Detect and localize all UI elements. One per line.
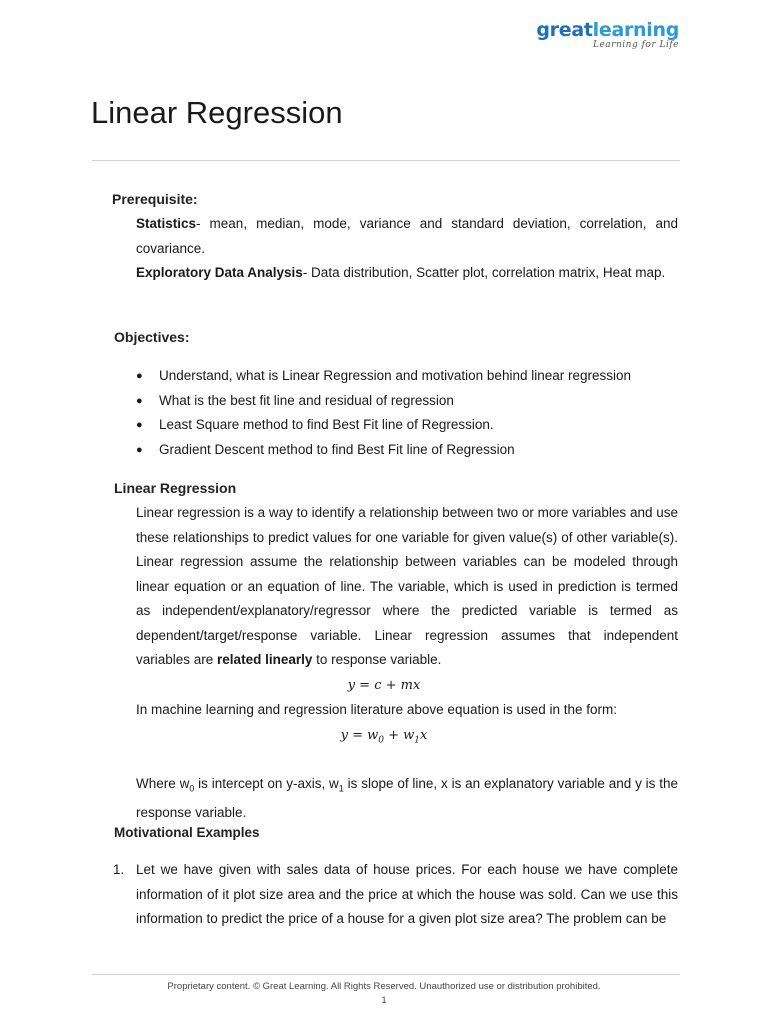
where-paragraph: Where $w_0$ is intercept on y-axis, $w_1$ is slope of line, x is an explanatory variable and y is the response variable.	[136, 776, 678, 821]
objectives-heading: Objectives:	[114, 329, 190, 345]
prerequisite-heading: Prerequisite:	[112, 191, 198, 207]
logo-learning-text: learning	[592, 19, 679, 41]
list-item: ● What is the best fit line and residual of regression	[136, 389, 631, 414]
statistics-label: Statistics	[136, 216, 197, 231]
related-linearly-text: related linearly	[217, 652, 313, 667]
equation-weights: $y = w_0 + w_1x$	[340, 728, 428, 746]
greatlearning-logo	[536, 20, 679, 50]
footer-divider	[92, 974, 680, 975]
eda-text: - Data distribution, Scatter plot, correlation matrix, Heat map.	[302, 265, 666, 280]
linear-regression-paragraph: Linear regression is a way to identify a relationship between two or more variables and use these relationships to predict values for one variable for given value(s) of other variable(s). Linear regression assume the relationship between variables can be modeled through linear equation or an equation of line. The variable, which is used in prediction is termed as independent/explanatory/regressor where the predicted variable is termed as dependent/target/response variable. Linear regression assumes that independent variables are related linearly to response variable.	[136, 505, 678, 667]
page-number: 1	[381, 995, 387, 1006]
logo-great-text: great	[536, 19, 593, 41]
prerequisite-eda	[136, 261, 678, 286]
bullet-icon: ●	[136, 419, 143, 431]
equation-line: y = c + mx	[347, 678, 421, 693]
objectives-list	[136, 364, 631, 462]
logo-tagline: Learning for Life	[593, 40, 679, 50]
item-number: 1.	[113, 862, 125, 877]
bullet-icon: ●	[136, 370, 143, 382]
bullet-icon: ●	[136, 394, 143, 407]
bullet-icon: ●	[136, 443, 143, 456]
list-item: ● Gradient Descent method to find Best Fit line of Regression	[136, 438, 631, 463]
motivational-item-1: Let we have given with sales data of house prices. For each house we have complete information of it plot size area and the price at which the house was sold. Can we use this information to predict the price of a house for a given plot size area? The problem can be	[136, 862, 678, 926]
list-item: ● Understand, what is Linear Regression and motivation behind linear regression	[136, 364, 631, 389]
list-item: ● Least Square method to find Best Fit line of Regression.	[136, 413, 631, 438]
eda-label: Exploratory Data Analysis	[136, 265, 303, 280]
title-divider	[92, 160, 680, 161]
statistics-text: - mean, median, mode, variance and standard deviation, correlation, and covariance.	[136, 216, 678, 256]
linear-regression-heading: Linear Regression	[114, 480, 237, 496]
footer-copyright: Proprietary content. © Great Learning. All Rights Reserved. Unauthorized use or distribution prohibited.	[167, 981, 601, 992]
prerequisite-statistics	[136, 212, 678, 261]
page-title: Linear Regression	[91, 95, 343, 130]
motivational-heading: Motivational Examples	[114, 825, 260, 840]
ml-form-paragraph: In machine learning and regression literature above equation is used in the form:	[136, 702, 618, 717]
